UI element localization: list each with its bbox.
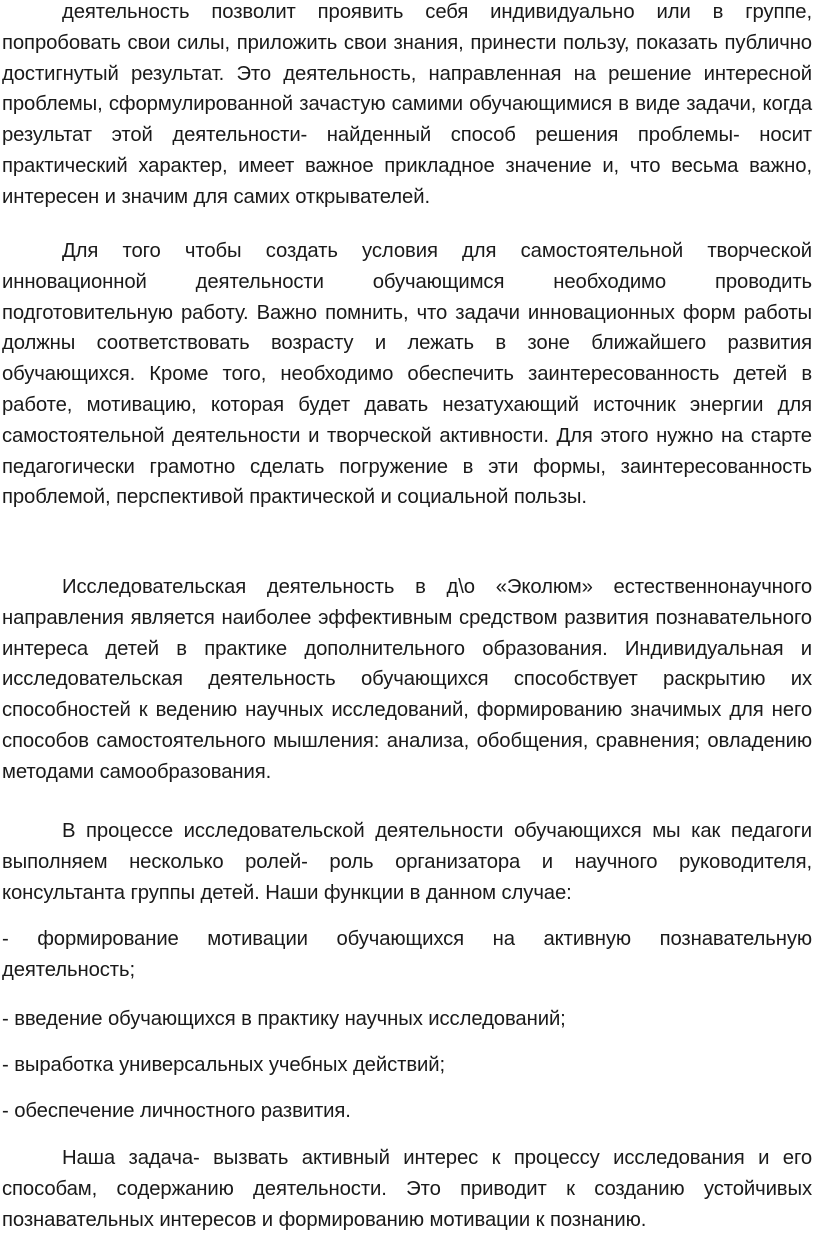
list-item-personal-development: - обеспечение личностного развития. <box>2 1100 351 1122</box>
paragraph-teacher-roles: В процессе исследовательской деятельности обучающихся мы как педагоги выполняем несколько ролей- роль организатора и научного руководителя, консультанта группы детей. Наши функции в данном случае: <box>2 820 812 904</box>
list-item-research-practice: - введение обучающихся в практику научных исследований; <box>2 1008 566 1030</box>
paragraph-preparation: Для того чтобы создать условия для самостоятельной творческой инновационной деятельности обучающимся необходимо проводить подготовительную работу. Важно помнить, что задачи инновационных форм работы должны соответствовать возрасту и лежать в зоне ближайшего развития обучающихся. Кроме того, необходимо обеспечить заинтересованность детей в работе, мотивацию, которая будет давать незатухающий источник энергии для самостоятельной деятельности и творческой активности. Для этого нужно на старте педагогически грамотно сделать погружение в эти формы, заинтересованность проблемой, перспективой практической и социальной пользы. <box>2 240 812 509</box>
paragraph-our-task: Наша задача- вызвать активный интерес к процессу исследования и его способам, содержанию деятельности. Это приводит к созданию устойчивых познавательных интересов и формированию мотивации к познанию. <box>2 1147 812 1231</box>
list-item-motivation: - формирование мотивации обучающихся на активную познавательную деятельность; <box>2 928 812 981</box>
paragraph-intro-continuation: деятельность позволит проявить себя индивидуально или в группе, попробовать свои силы, приложить свои знания, принести пользу, показать публично достигнутый результат. Это деятельность, направленная на решение интересной проблемы, сформулированной зачастую самими обучающимися в виде задачи, когда результат этой деятельности- найденный способ решения проблемы- носит практический характер, имеет важное прикладное значение и, что весьма важно, интересен и значим для самих открывателей. <box>2 1 812 208</box>
paragraph-research-activity: Исследовательская деятельность в д\о «Эколюм» естественнонаучного направления является наиболее эффективным средством развития познавательного интереса детей в практике дополнительного образования. Индивидуальная и исследовательская деятельность обучающихся способствует раскрытию их способностей к ведению научных исследований, формированию значимых для него способов самостоятельного мышления: анализа, обобщения, сравнения; овладению методами самообразования. <box>2 576 812 783</box>
list-item-learning-actions: - выработка универсальных учебных действий; <box>2 1054 445 1076</box>
